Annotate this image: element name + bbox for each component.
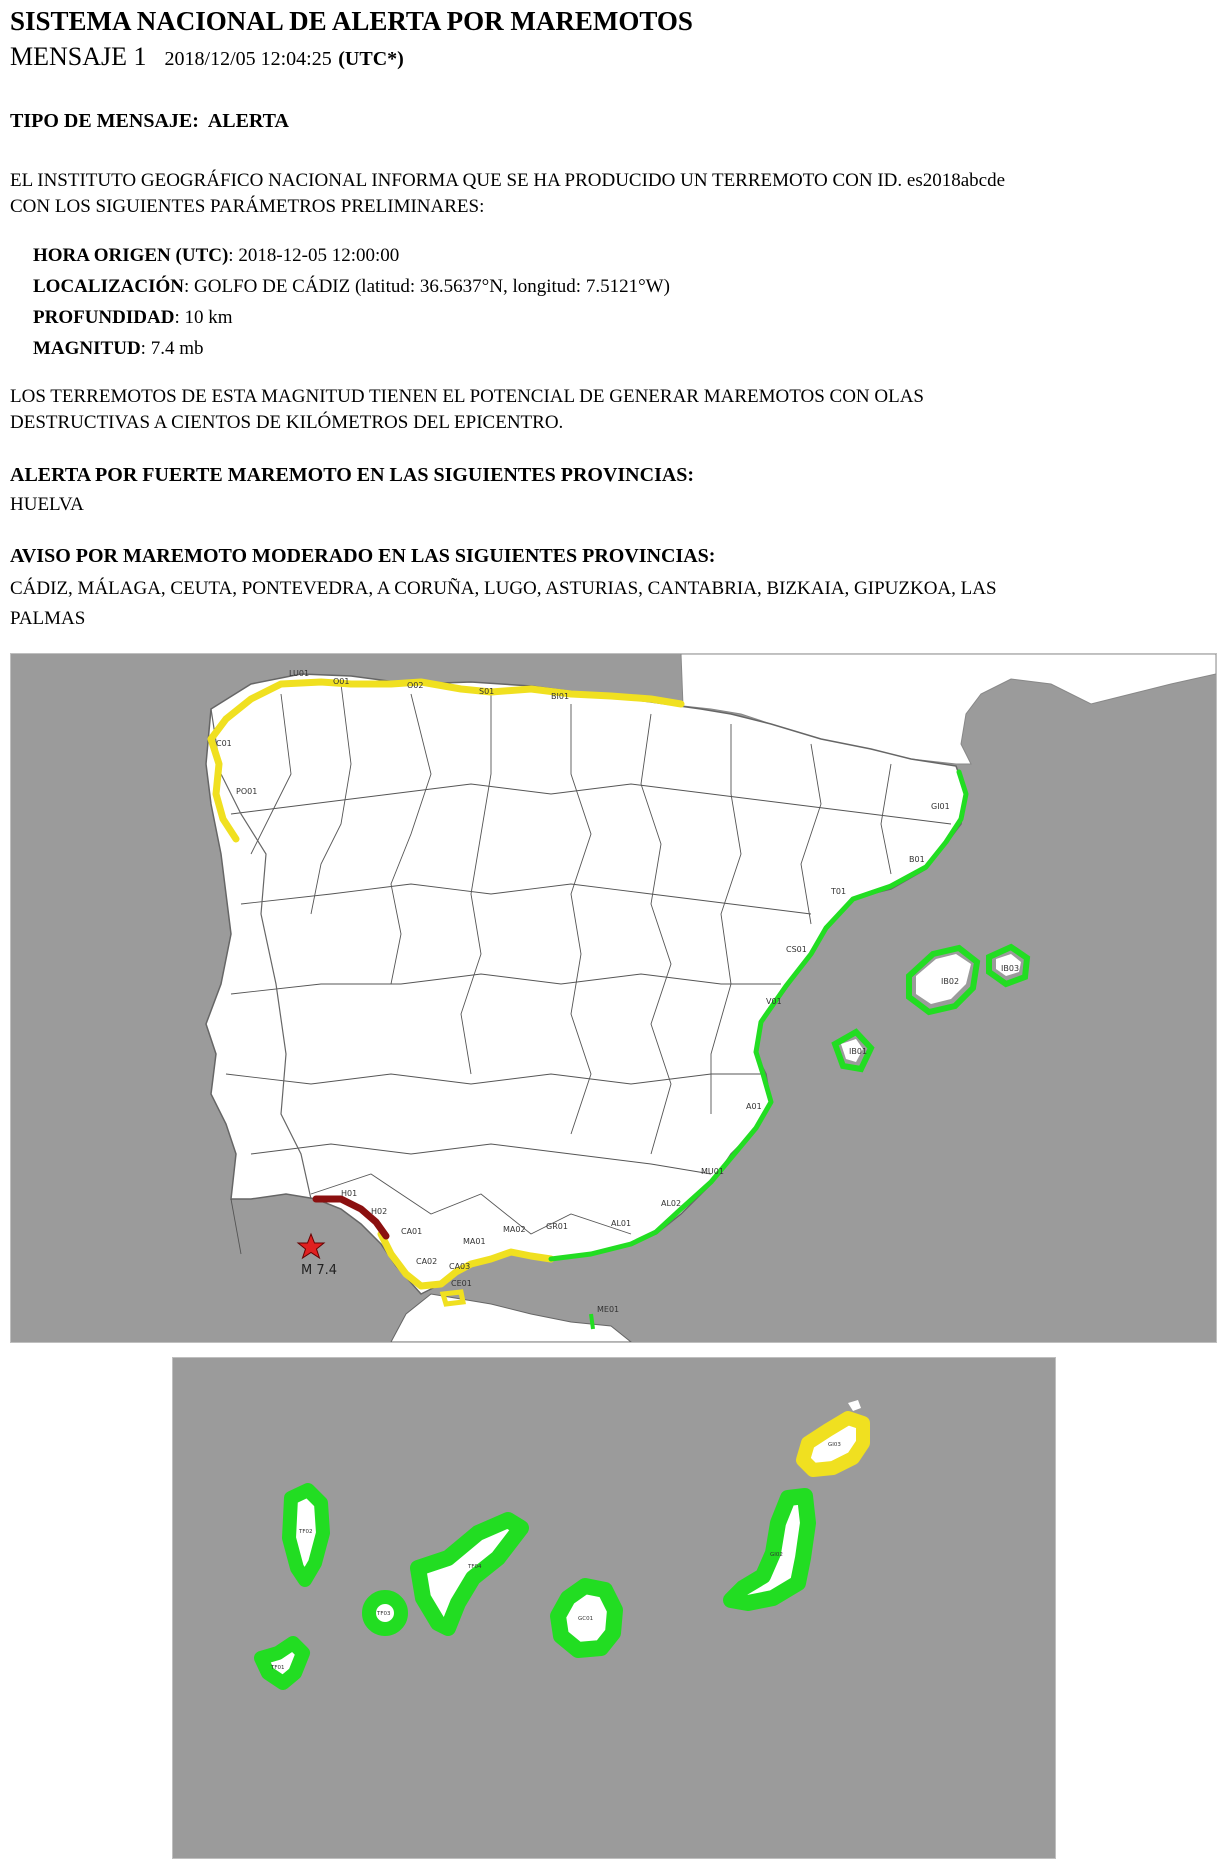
warning-provinces-line-2: PALMAS [10, 608, 86, 629]
zone-label: H02 [371, 1207, 388, 1216]
zone-label: CS01 [786, 945, 807, 954]
param-label: LOCALIZACIÓN [33, 276, 184, 297]
zone-label: AL02 [661, 1199, 682, 1208]
zone-label: TF02 [299, 1529, 313, 1535]
zone-label: C01 [216, 739, 232, 748]
alert-provinces: HUELVA [10, 494, 84, 515]
zone-label: CE01 [451, 1279, 472, 1288]
intro-line-2: CON LOS SIGUIENTES PARÁMETROS PRELIMINARES: [10, 196, 485, 217]
peninsula-map[interactable] [10, 653, 1217, 1343]
canary-islands-map[interactable] [172, 1357, 1056, 1859]
zone-label: O02 [407, 681, 424, 690]
advisory-mark-melilla [591, 1314, 593, 1329]
zone-label: CA01 [401, 1227, 423, 1236]
zone-label: CA03 [449, 1262, 471, 1271]
advisory-ring-el-hierro [261, 1643, 303, 1683]
zone-label: IB01 [849, 1047, 868, 1056]
zone-label: CA02 [416, 1257, 438, 1266]
warning-provinces [10, 574, 997, 634]
potential-line-2: DESTRUCTIVAS A CIENTOS DE KILÓMETROS DEL EPICENTRO. [10, 412, 564, 433]
advisory-ring-la-palma [289, 1490, 323, 1580]
zone-label: GI01 [931, 802, 950, 811]
message-type-label: TIPO DE MENSAJE: [10, 110, 199, 132]
message-type-value: ALERTA [207, 110, 289, 132]
message-datetime: 2018/12/05 12:04:25 [164, 48, 332, 70]
zone-label: O01 [333, 677, 350, 686]
message-timezone: (UTC*) [338, 48, 404, 70]
zone-label: GC01 [578, 1616, 594, 1622]
zone-label: MA01 [463, 1237, 486, 1246]
zone-label: V01 [766, 997, 782, 1006]
param-origin-time [33, 245, 399, 267]
zone-label: AL01 [611, 1219, 632, 1228]
intro-line-1: EL INSTITUTO GEOGRÁFICO NACIONAL INFORMA QUE SE HA PRODUCIDO UN TERREMOTO CON ID. es2018abcde [10, 170, 1006, 191]
zone-label: S01 [479, 687, 495, 696]
page-title: SISTEMA NACIONAL DE ALERTA POR MAREMOTOS [10, 6, 693, 36]
param-location [33, 276, 670, 298]
zone-label: TF03 [377, 1611, 391, 1617]
zone-label: IB03 [1001, 964, 1020, 973]
zone-label: MA02 [503, 1225, 526, 1234]
zone-label: H01 [341, 1189, 358, 1198]
param-label: PROFUNDIDAD [33, 307, 175, 328]
param-depth [33, 307, 233, 329]
zone-label: MU01 [701, 1167, 724, 1176]
param-label: HORA ORIGEN (UTC) [33, 245, 229, 266]
zone-label: BI01 [551, 692, 570, 701]
param-label: MAGNITUD [33, 338, 141, 359]
warning-provinces-line-1: CÁDIZ, MÁLAGA, CEUTA, PONTEVEDRA, A CORUÑA, LUGO, ASTURIAS, CANTABRIA, BIZKAIA, GIPUZKOA, LAS [10, 578, 997, 599]
warning-heading: AVISO POR MAREMOTO MODERADO EN LAS SIGUIENTES PROVINCIAS: [10, 545, 716, 567]
zone-label: GR01 [546, 1222, 568, 1231]
potential-text [10, 384, 924, 436]
canary-map-svg [173, 1358, 1055, 1858]
zone-label: GI03 [828, 1442, 841, 1448]
alert-heading: ALERTA POR FUERTE MAREMOTO EN LAS SIGUIENTES PROVINCIAS: [10, 464, 695, 486]
message-header [10, 42, 404, 72]
potential-line-1: LOS TERREMOTOS DE ESTA MAGNITUD TIENEN EL POTENCIAL DE GENERAR MAREMOTOS CON OLAS [10, 386, 925, 407]
message-type [10, 110, 289, 133]
message-number: MENSAJE 1 [10, 42, 147, 71]
zone-label: GI02 [770, 1552, 783, 1558]
zone-label: TF04 [468, 1564, 482, 1570]
peninsula-map-svg [11, 654, 1216, 1342]
zone-label: LU01 [289, 669, 310, 678]
param-value: : 10 km [174, 307, 233, 328]
param-value: : GOLFO DE CÁDIZ (latitud: 36.5637°N, longitud: 7.5121°W) [183, 276, 670, 297]
intro-text [10, 168, 1005, 220]
epicenter-label: M 7.4 [301, 1263, 338, 1278]
param-value: : 7.4 mb [140, 338, 204, 359]
zone-label: TF01 [271, 1665, 285, 1671]
param-value: : 2018-12-05 12:00:00 [228, 245, 400, 266]
zone-label: ME01 [597, 1305, 620, 1314]
param-magnitude [33, 338, 203, 360]
zone-label: A01 [746, 1102, 762, 1111]
zone-label: IB02 [941, 977, 960, 986]
zone-label: B01 [909, 855, 925, 864]
zone-label: PO01 [236, 787, 258, 796]
zone-label: T01 [831, 887, 847, 896]
